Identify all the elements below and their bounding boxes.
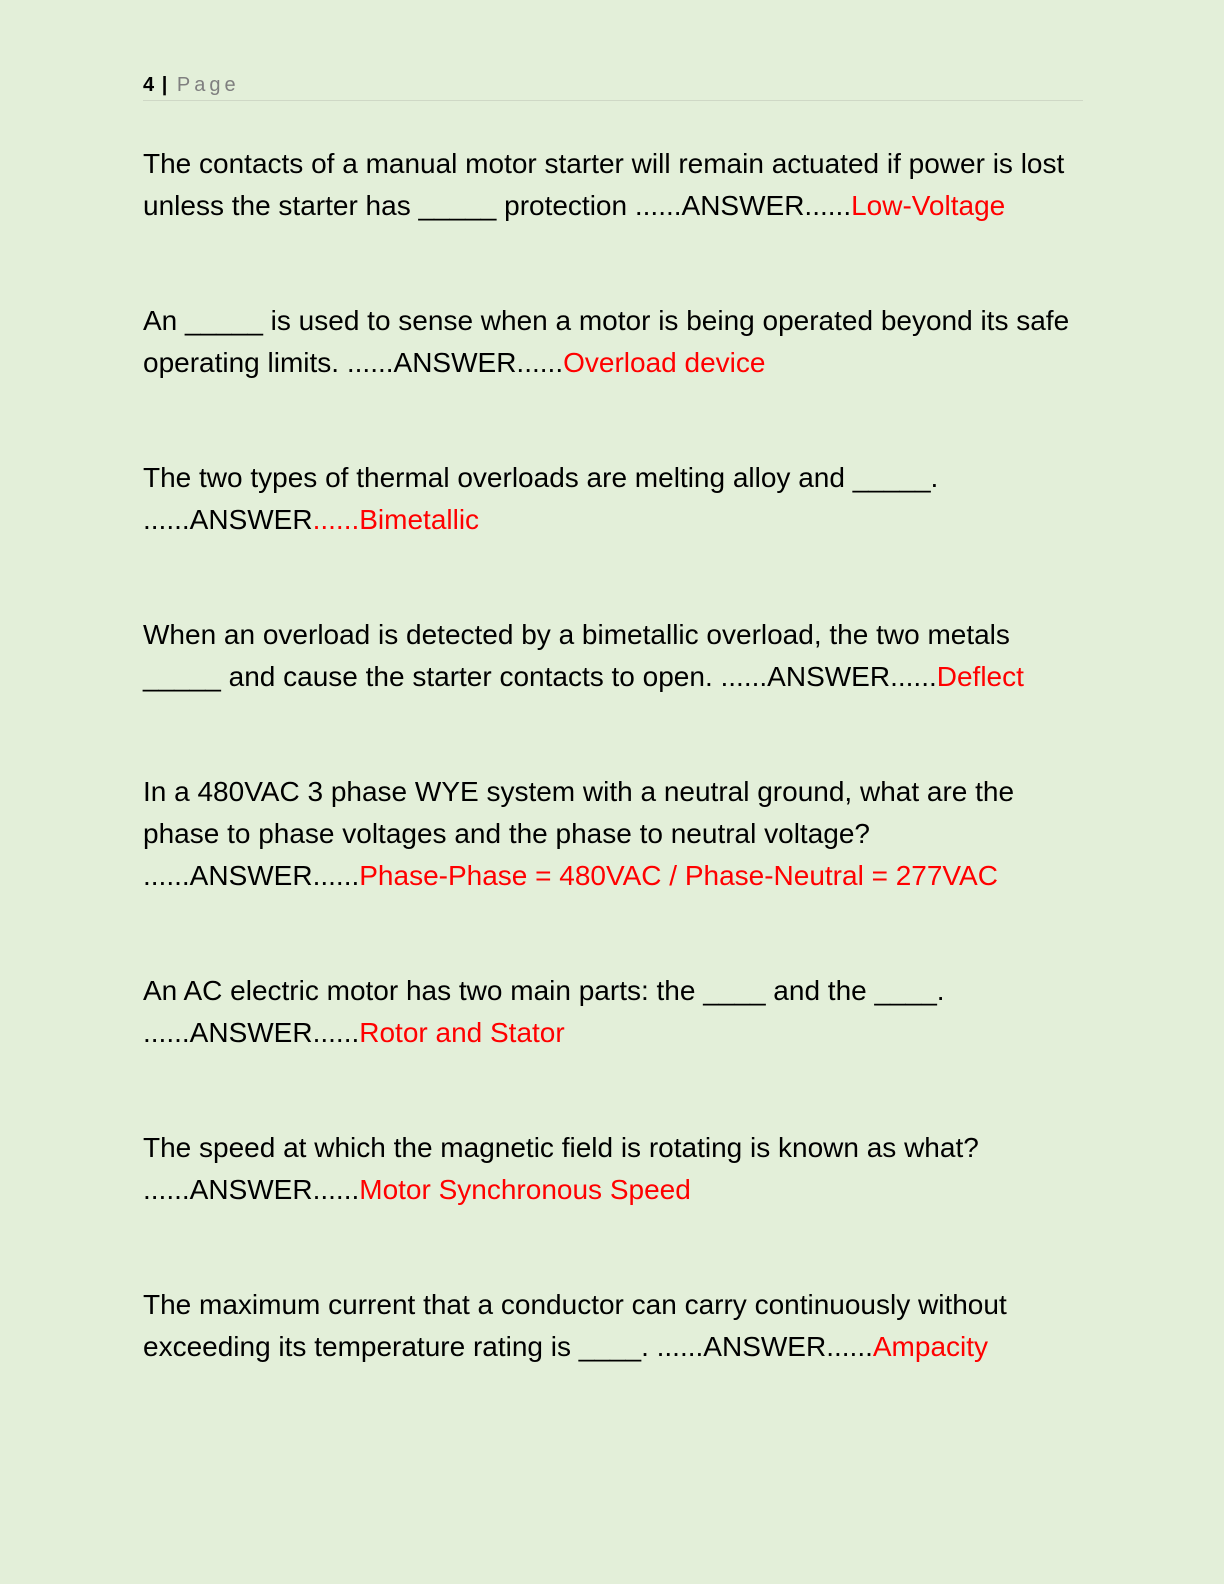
- question-text: When an overload is detected by a bimetallic overload, the two metals _____ and cause the starter contacts to open. ......ANSWER......: [143, 619, 1010, 692]
- qa-item: [143, 457, 1078, 541]
- header-separator: |: [161, 74, 168, 96]
- answer-text: Motor Synchronous Speed: [359, 1174, 691, 1205]
- question-text: An _____ is used to sense when a motor is being operated beyond its safe operating limits. ......ANSWER......: [143, 305, 1070, 378]
- answer-text: Deflect: [936, 661, 1024, 692]
- qa-item: [143, 1284, 1078, 1368]
- question-text: In a 480VAC 3 phase WYE system with a neutral ground, what are the phase to phase voltages and the phase to neutral voltage? ......ANSWER......: [143, 776, 1015, 891]
- question-text: An AC electric motor has two main parts: the ____ and the ____. ......ANSWER......: [143, 975, 945, 1048]
- answer-text: Phase-Phase = 480VAC / Phase-Neutral = 277VAC: [359, 860, 998, 891]
- answer-text: Overload device: [563, 347, 766, 378]
- question-text: The two types of thermal overloads are melting alloy and _____. ......ANSWER: [143, 462, 939, 535]
- qa-item: [143, 300, 1078, 384]
- question-text: The maximum current that a conductor can carry continuously without exceeding its temperature rating is ____. ......ANSWER......: [143, 1289, 1007, 1362]
- qa-item: [143, 771, 1078, 897]
- page-number: 4: [143, 74, 155, 96]
- qa-list: [143, 143, 1078, 1441]
- answer-text: Rotor and Stator: [359, 1017, 565, 1048]
- qa-item: [143, 1127, 1078, 1211]
- question-text: The contacts of a manual motor starter will remain actuated if power is lost unless the starter has _____ protection ......ANSWER......: [143, 148, 1065, 221]
- qa-item: [143, 970, 1078, 1054]
- answer-text: Low-Voltage: [851, 190, 1006, 221]
- qa-item: [143, 614, 1078, 698]
- page-label: Page: [176, 74, 240, 96]
- qa-item: [143, 143, 1078, 227]
- question-text: The speed at which the magnetic field is rotating is known as what? ......ANSWER......: [143, 1132, 979, 1205]
- answer-text: Ampacity: [872, 1331, 989, 1362]
- page-header: [143, 72, 1083, 101]
- answer-text: ......Bimetallic: [312, 504, 480, 535]
